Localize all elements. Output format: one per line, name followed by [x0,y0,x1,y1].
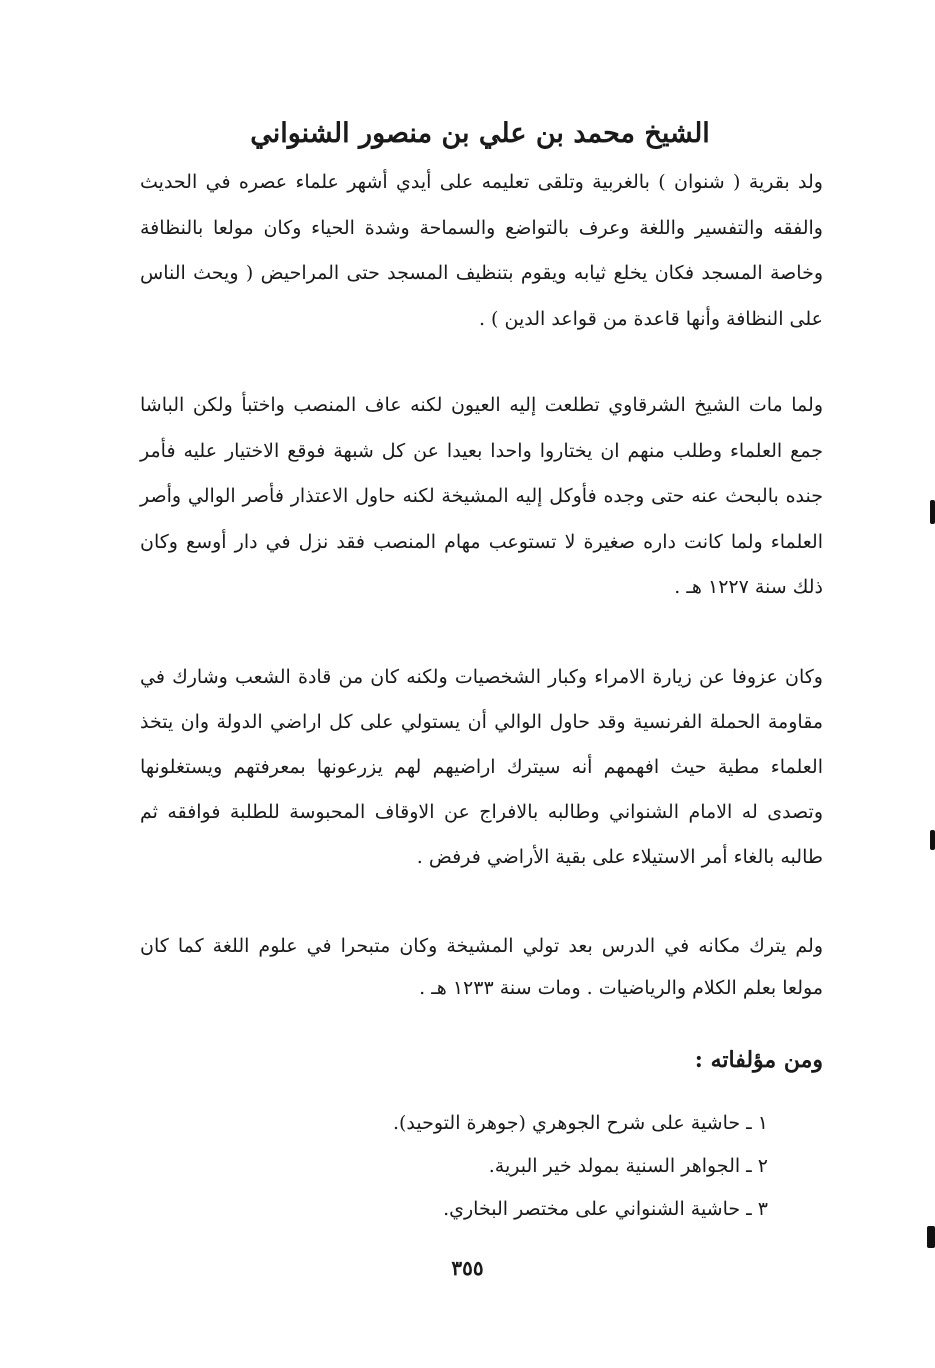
page-title: الشيخ محمد بن علي بن منصور الشنواني [250,118,710,150]
works-list-item: ١ ـ حاشية على شرح الجوهري (جوهرة التوحيد). [392,1112,768,1134]
paragraph-resistance: وكان عزوفا عن زيارة الامراء وكبار الشخصيات ولكنه كان من قادة الشعب وشارك في مقاومة الحملة الفرنسية وقد حاول الوالي أن يستولي على كل اراضي الدولة وان يتخذ العلماء مطية حيث افهمهم أنه سيترك اراضيهم لهم يزرعونها بمعرفتهم ويستغلونها وتصدى له الامام الشنواني وطالبه بالافراج عن الاوقاف المحبوسة للطلبة فوافقه ثم طالبه بالغاء أمر الاستيلاء على بقية الأراضي فرفض . [140,666,823,868]
page-number: ٣٥٥ [451,1256,484,1280]
works-heading: ومن مؤلفاته : [694,1047,823,1073]
binding-mark [930,500,935,524]
paragraph-appointment: ولما مات الشيخ الشرقاوي تطلعت إليه العيون لكنه عاف المنصب واختبأ ولكن الباشا جمع العلماء وطلب منهم ان يختاروا واحدا بعيدا عن كل شبهة فوقع الاختيار عليه فأمر جنده بالبحث عنه حتى وجده فأوكل إليه المشيخة لكنه حاول الاعتذار فأصر الوالي وأصر العلماء ولما كانت داره صغيرة لا تستوعب مهام المنصب فقد نزل في دار أوسع وكان ذلك سنة ١٢٢٧ هـ . [140,394,823,598]
paragraph-birth: ولد بقرية ( شنوان ) بالغربية وتلقى تعليمه على أيدي أشهر علماء عصره في الحديث والفقه والتفسير واللغة وعرف بالتواضع والسماحة وشدة الحياء وكان مولعا بالنظافة وخاصة المسجد فكان يخلع ثيابه ويقوم بتنظيف المسجد حتى المراحيض ( ويحث الناس على النظافة وأنها قاعدة من قواعد الدين ) . [140,171,823,330]
paragraph-death: ولم يترك مكانه في الدرس بعد تولي المشيخة وكان متبحرا في علوم اللغة كما كان مولعا بعلم الكلام والرياضيات . ومات سنة ١٢٣٣ هـ . [140,935,823,999]
binding-mark [927,1226,935,1248]
works-list-item: ٣ ـ حاشية الشنواني على مختصر البخاري. [443,1198,768,1220]
works-list-item: ٢ ـ الجواهر السنية بمولد خير البرية. [488,1155,768,1177]
binding-mark [930,830,935,850]
works-list [240,1102,768,1231]
